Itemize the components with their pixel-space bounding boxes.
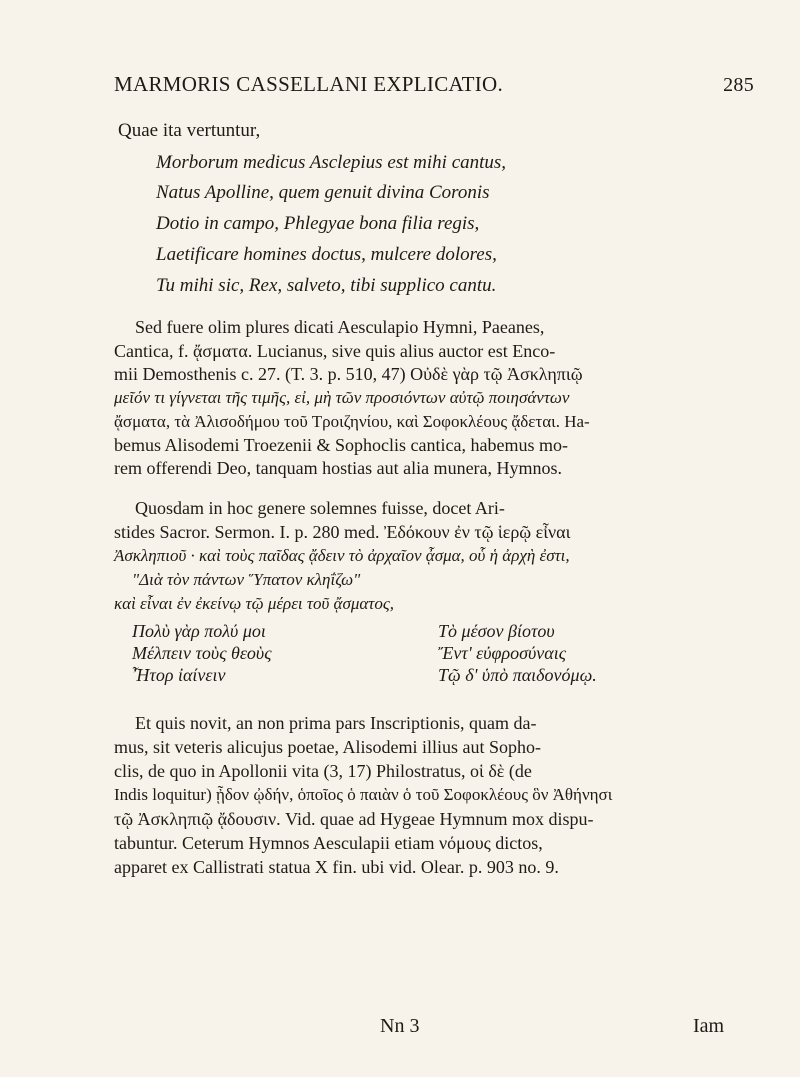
text-line: ᾄσματα, τὰ Ἀλισοδήμου τοῦ Τροιζηνίου, καὶ Σοφοκλέους ᾄδεται. Ha- — [114, 412, 590, 431]
text-line: mus, sit veteris alicujus poetae, Alisodemi illius aut Sopho- — [114, 737, 541, 757]
page-header — [114, 72, 754, 97]
verse-line: Natus Apolline, quem genuit divina Coronis — [156, 182, 490, 203]
greek-verse-line: Ἦτορ ἰαίνειν — [132, 665, 226, 685]
greek-verse-line: Τῷ δ' ὑπὸ παιδονόμῳ. — [438, 665, 597, 685]
text-line: stides Sacror. Sermon. I. p. 280 med. Ἐδόκουν ἐν τῷ ἱερῷ εἶναι — [114, 522, 571, 542]
text-line: τῷ Ἀσκληπιῷ ᾄδουσιν. Vid. quae ad Hygeae Hymnum mox dispu- — [114, 809, 594, 829]
verse-line: Tu mihi sic, Rex, salveto, tibi supplico cantu. — [156, 275, 497, 296]
text-line: clis, de quo in Apollonii vita (3, 17) Philostratus, οἱ δὲ (de — [114, 761, 532, 781]
verse-line: Laetificare homines doctus, mulcere dolores, — [156, 244, 497, 265]
text-line: tabuntur. Ceterum Hymnos Aesculapii etiam νόμους dictos, — [114, 833, 543, 853]
signature-mark: Nn 3 — [380, 1015, 420, 1037]
greek-verse-line: Μέλπειν τοὺς θεοὺς — [132, 643, 272, 663]
text-line: "Διὰ τὸν πάντων Ὕπατον κληΐζω" — [132, 570, 361, 589]
text-line: καὶ εἶναι ἐν ἐκείνῳ τῷ μέρει τοῦ ᾄσματος, — [114, 594, 395, 613]
greek-verse-left — [132, 620, 272, 686]
catchword: Iam — [693, 1015, 725, 1037]
verse-line: Dotio in campo, Phlegyae bona filia regis, — [156, 213, 480, 234]
text-line: μεῖόν τι γίγνεται τῆς τιμῆς, εἰ, μὴ τῶν προσιόντων αὐτῷ ποιησάντων — [114, 388, 570, 407]
text-line: Indis loquitur) ᾖδον ᾠδήν, ὁποῖος ὁ παιὰν ὁ τοῦ Σοφοκλέους ὃν Ἀθήνησι — [114, 785, 613, 804]
verse-line: Morborum medicus Asclepius est mihi cantus, — [156, 152, 507, 173]
running-title: MARMORIS CASSELLANI EXPLICATIO. — [114, 72, 504, 96]
text-line: rem offerendi Deo, tanquam hostias aut alia munera, Hymnos. — [114, 458, 563, 478]
greek-verse-line: Ἔντ' εὐφροσύναις — [438, 643, 567, 663]
text-line: Quosdam in hoc genere solemnes fuisse, docet Ari- — [135, 498, 505, 518]
text-line: Cantica, f. ᾄσματα. Lucianus, sive quis alius auctor est Enco- — [114, 341, 556, 361]
page-number: 285 — [723, 74, 754, 96]
text-line: Et quis novit, an non prima pars Inscriptionis, quam da- — [135, 713, 537, 733]
text-line: Sed fuere olim plures dicati Aesculapio Hymni, Paeanes, — [135, 317, 545, 337]
greek-verse-right — [438, 620, 597, 686]
greek-verse-line: Τὸ μέσον βίοτου — [438, 621, 555, 641]
text-line: Ἀσκληπιοῦ · καὶ τοὺς παῖδας ᾄδειν τὸ ἀρχαῖον ᾆσμα, οὗ ἡ ἀρχὴ ἐστι, — [114, 546, 570, 565]
intro-line: Quae ita vertuntur, — [118, 120, 261, 141]
text-line: mii Demosthenis c. 27. (T. 3. p. 510, 47) Οὐδὲ γὰρ τῷ Ἀσκληπιῷ — [114, 364, 583, 384]
greek-verse-line: Πολὺ γὰρ πολύ μοι — [132, 621, 266, 641]
text-line: apparet ex Callistrati statua X fin. ubi vid. Olear. p. 903 no. 9. — [114, 857, 559, 877]
text-line: bemus Alisodemi Troezenii & Sophoclis cantica, habemus mo- — [114, 435, 568, 455]
